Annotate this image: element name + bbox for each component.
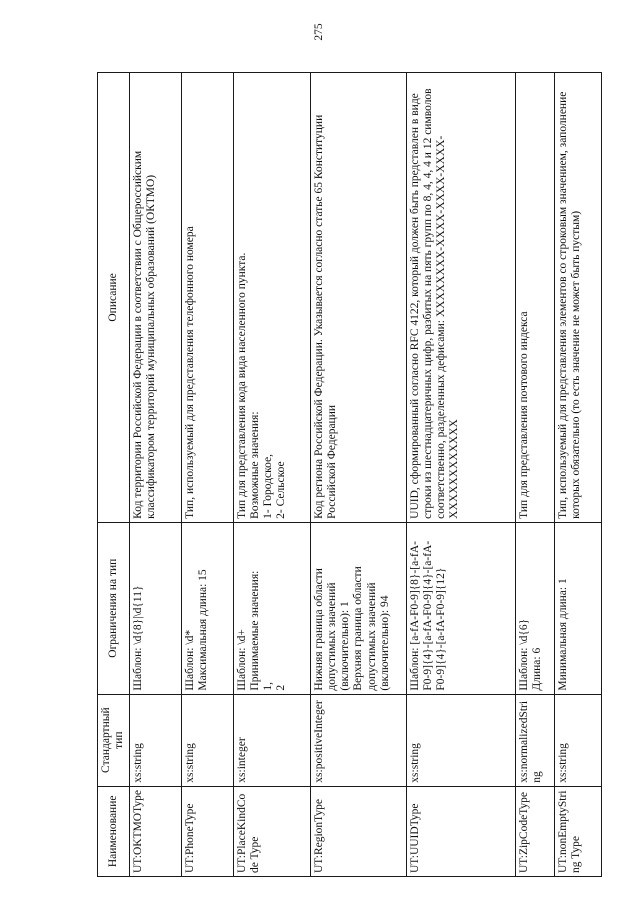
types-table xyxy=(97,72,602,877)
cell-description: Тип, используемый для представления телефонного номера xyxy=(181,73,233,523)
cell-type-name: UT:ZipCodeType xyxy=(515,786,554,876)
restriction-line: Шаблон: \d+ xyxy=(235,629,248,691)
table-row xyxy=(181,73,233,877)
cell-restrictions xyxy=(310,522,406,694)
column-header-standard-type: Стандартный тип xyxy=(98,694,130,786)
page-number-text: 275 xyxy=(313,23,325,41)
restriction-line: Минимальная длина: 1 xyxy=(556,578,569,691)
column-header-description: Описание xyxy=(98,73,130,523)
restriction-line: 2 xyxy=(275,684,288,691)
restriction-line: Нижняя граница области допустимых значений (включительно): 1 xyxy=(312,568,352,691)
description-line: 2- Сельское xyxy=(275,461,288,519)
cell-description: Тип для представления почтового индекса xyxy=(515,73,554,523)
cell-type-name: UT:UUIDType xyxy=(406,786,515,876)
table-row xyxy=(233,73,310,877)
restriction-line: Максимальная длина: 15 xyxy=(196,569,209,691)
table-row xyxy=(554,73,601,877)
cell-restrictions xyxy=(129,522,181,694)
column-header-restrictions: Ограничения на тип xyxy=(98,522,130,694)
cell-type-name: UT:OKTMOType xyxy=(129,786,181,876)
column-header-name: Наименование xyxy=(98,786,130,876)
cell-standard-type: xs:positiveInteger xyxy=(310,694,406,786)
rotated-page-content xyxy=(97,72,582,877)
cell-standard-type: xs:string xyxy=(129,694,181,786)
restriction-line: Шаблон: \d{6} xyxy=(517,618,530,691)
cell-standard-type: xs:string xyxy=(554,694,601,786)
table-body xyxy=(129,73,601,877)
description-line: Тип для представления кода вида населенного пункта. xyxy=(235,252,248,519)
description-line: 1- Городское, xyxy=(262,454,275,519)
description-line: Возможные значения: xyxy=(248,411,261,519)
table-row xyxy=(515,73,554,877)
cell-type-name: UT:PhoneType xyxy=(181,786,233,876)
restriction-line: Верхняя граница области допустимых значений (включительно): 94 xyxy=(352,566,392,691)
cell-description: Тип, используемый для представления элементов со строковым значением, заполнение которых обязательно (то есть значение не может быть пустым) xyxy=(554,73,601,523)
cell-description xyxy=(233,73,310,523)
cell-restrictions xyxy=(406,522,515,694)
cell-type-name: UT:nonEmptyString Type xyxy=(554,786,601,876)
restriction-line: Принимаемые значения: xyxy=(248,570,261,691)
page-number xyxy=(304,12,334,52)
cell-description: Код территории Российской Федерации в соответствии с Общероссийским классификатором территорий муниципальных образований (ОКТМО) xyxy=(129,73,181,523)
cell-description: Код региона Российской Федерации. Указывается согласно статье 65 Конституции Российской Федерации xyxy=(310,73,406,523)
table-header-row xyxy=(98,73,130,877)
cell-restrictions xyxy=(233,522,310,694)
cell-standard-type: xs:string xyxy=(406,694,515,786)
restriction-line: Длина: 6 xyxy=(530,647,543,691)
table-row xyxy=(406,73,515,877)
cell-restrictions xyxy=(554,522,601,694)
cell-type-name: UT:PlaceKindCode Type xyxy=(233,786,310,876)
cell-standard-type: xs:string xyxy=(181,694,233,786)
restriction-line: Шаблон: \d{8}|\d{11} xyxy=(131,585,144,691)
table-row xyxy=(310,73,406,877)
cell-standard-type: xs:normalizedString xyxy=(515,694,554,786)
restriction-line: Шаблон: \d* xyxy=(183,629,196,691)
cell-standard-type: xs:integer xyxy=(233,694,310,786)
cell-restrictions xyxy=(181,522,233,694)
cell-description: UUID, сформированный согласно RFC 4122, который должен быть представлен в виде строки из шестнадцатеричных цифр, разбитых на пять групп по 8, 4, 4, 4 и 12 символов соответственно, разделенных дефисами: XXXXXXXX-XXXX-XXXX-XXXX-XXXXXXXXXXXX xyxy=(406,73,515,523)
table-row xyxy=(129,73,181,877)
restriction-line: Шаблон: [a-fA-F0-9]{8}-[a-fA-F0-9]{4}-[a-fA-F0-9]{4}-[a-fA-F0-9]{4}-[a-fA-F0-9]{12} xyxy=(408,540,448,691)
restriction-line: 1, xyxy=(262,681,275,691)
cell-type-name: UT:RegionType xyxy=(310,786,406,876)
cell-restrictions xyxy=(515,522,554,694)
